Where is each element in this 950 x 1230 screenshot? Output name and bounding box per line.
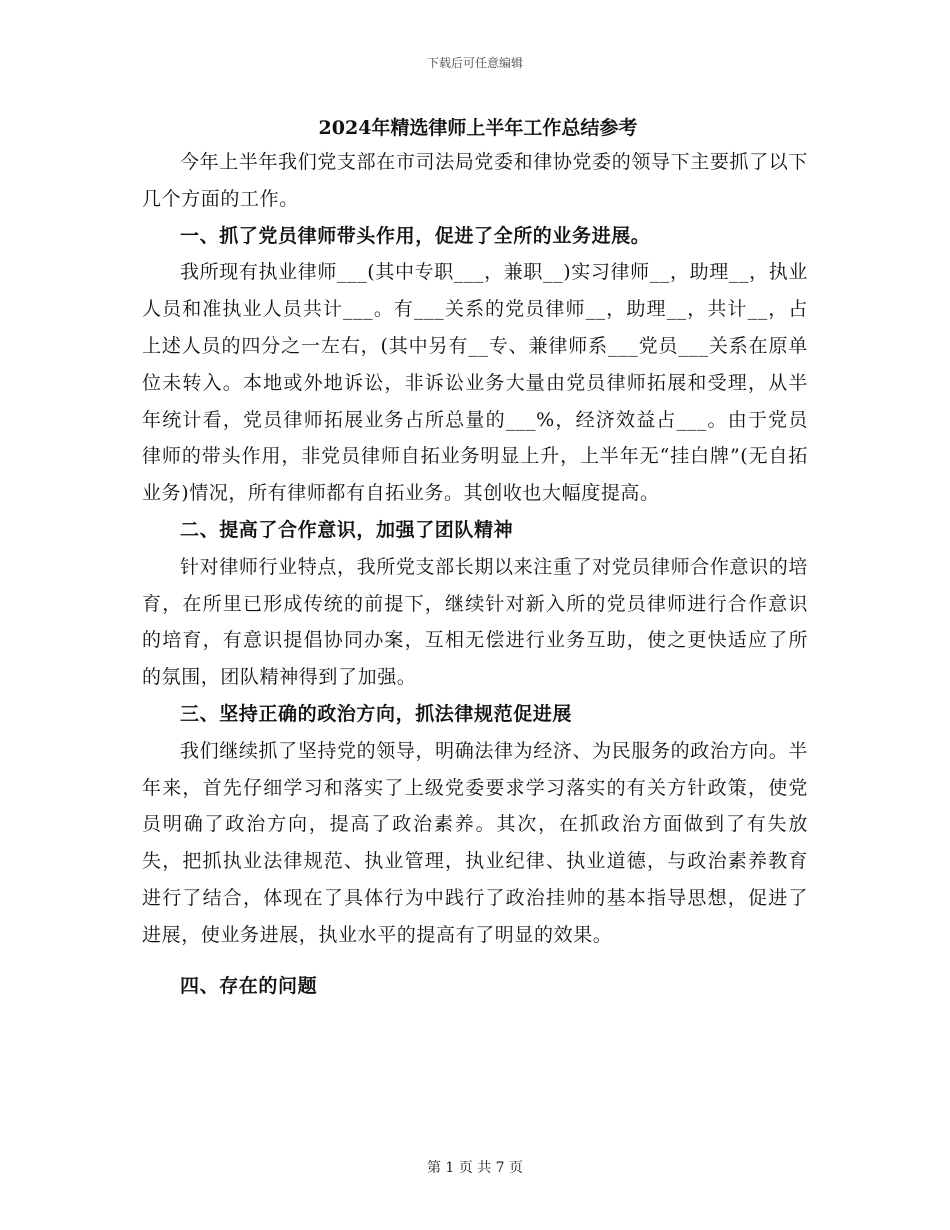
intro-paragraph: 今年上半年我们党支部在市司法局党委和律协党委的领导下主要抓了以下几个方面的工作。 (142, 151, 808, 210)
section-heading-4: 四、存在的问题 (180, 974, 318, 997)
section-body-3: 我们继续抓了坚持党的领导，明确法律为经济、为民服务的政治方向。半年来，首先仔细学习和落实了上级党委要求学习落实的有关方针政策，使党员明确了政治方向，提高了政治素养。其次，在抓政治方面做到了有失放失，把抓执业法律规范、执业管理，执业纪律、执业道德，与政治素养教育进行了结合，体现在了具体行为中践行了政治挂帅的基本指导思想，促进了进展，使业务进展，执业水平的提高有了明显的效果。 (142, 739, 808, 946)
section-heading-3: 三、坚持正确的政治方向，抓法律规范促进展 (180, 702, 573, 725)
document-title: 2024年精选律师上半年工作总结参考 (318, 117, 638, 139)
document-body (142, 112, 808, 1004)
header-note: 下载后可任意编辑 (426, 56, 523, 70)
section-heading-2: 二、提高了合作意识，加强了团队精神 (180, 518, 514, 541)
section-body-1: 我所现有执业律师___(其中专职___，兼职__)实习律师__，助理__，执业人员和准执业人员共计___。有___关系的党员律师__，助理__，共计__，占上述人员的四分之一左右，(其中另有__专、兼律师系___党员___关系在原单位未转入。本地或外地诉讼，非诉讼业务大量由党员律师拓展和受理，从半年统计看，党员律师拓展业务占所总量的___%，经济效益占___。由于党员律师的带头作用，非党员律师自拓业务明显上升，上半年无“挂白牌”(无自拓业务)情况，所有律师都有自拓业务。其创收也大幅度提高。 (142, 261, 808, 505)
section-heading-1: 一、抓了党员律师带头作用，促进了全所的业务进展。 (180, 224, 651, 247)
section-body-2: 针对律师行业特点，我所党支部长期以来注重了对党员律师合作意识的培育，在所里已形成传统的前提下，继续针对新入所的党员律师进行合作意识的培育，有意识提倡协同办案，互相无偿进行业务互助，使之更快适应了所的氛围，团队精神得到了加强。 (142, 555, 808, 689)
page-footer: 第 1 页 共 7 页 (426, 1160, 524, 1176)
